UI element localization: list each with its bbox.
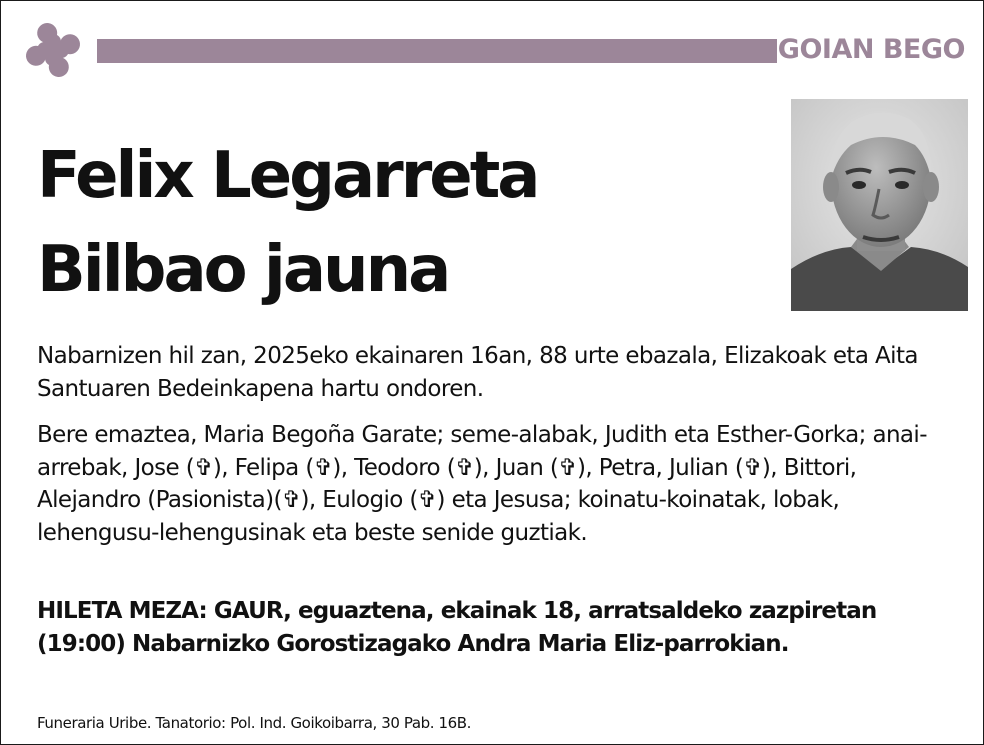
header-title: GOIAN BEGO — [777, 34, 965, 65]
deceased-name — [37, 129, 537, 317]
portrait-photo — [791, 99, 968, 311]
name-line-1: Felix Legarreta — [37, 139, 538, 213]
funeral-home-info: Funeraria Uribe. Tanatorio: Pol. Ind. Goikoibarra, 30 Pab. 16B. — [37, 714, 472, 732]
funeral-mass-notice: HILETA MEZA: GAUR, eguaztena, ekainak 18, arratsaldeko zazpiretan (19:00) Nabarnizko Gorostizagako Andra Maria Eliz-parrokian. — [37, 598, 877, 657]
lauburu-icon — [13, 13, 93, 87]
name-line-2: Bilbao jauna — [37, 233, 449, 307]
family-list: Bere emaztea, Maria Begoña Garate; seme-alabak, Judith eta Esther-Gorka; anai-arrebak, Jose (✞), Felipa (✞), Teodoro (✞), Juan (✞), Petra, Julian (✞), Bittori, Alejandro (Pasionista)(✞), Eulogio (✞) eta Jesusa; koinatu-koinatak, lobak, lehengusu-lehengusinak eta beste senide guztiak. — [37, 422, 927, 546]
death-announcement: Nabarnizen hil zan, 2025eko ekainaren 16an, 88 urte ebazala, Elizakoak eta Aita Santuaren Bedeinkapena hartu ondoren. — [37, 343, 918, 402]
header-band — [97, 39, 777, 63]
